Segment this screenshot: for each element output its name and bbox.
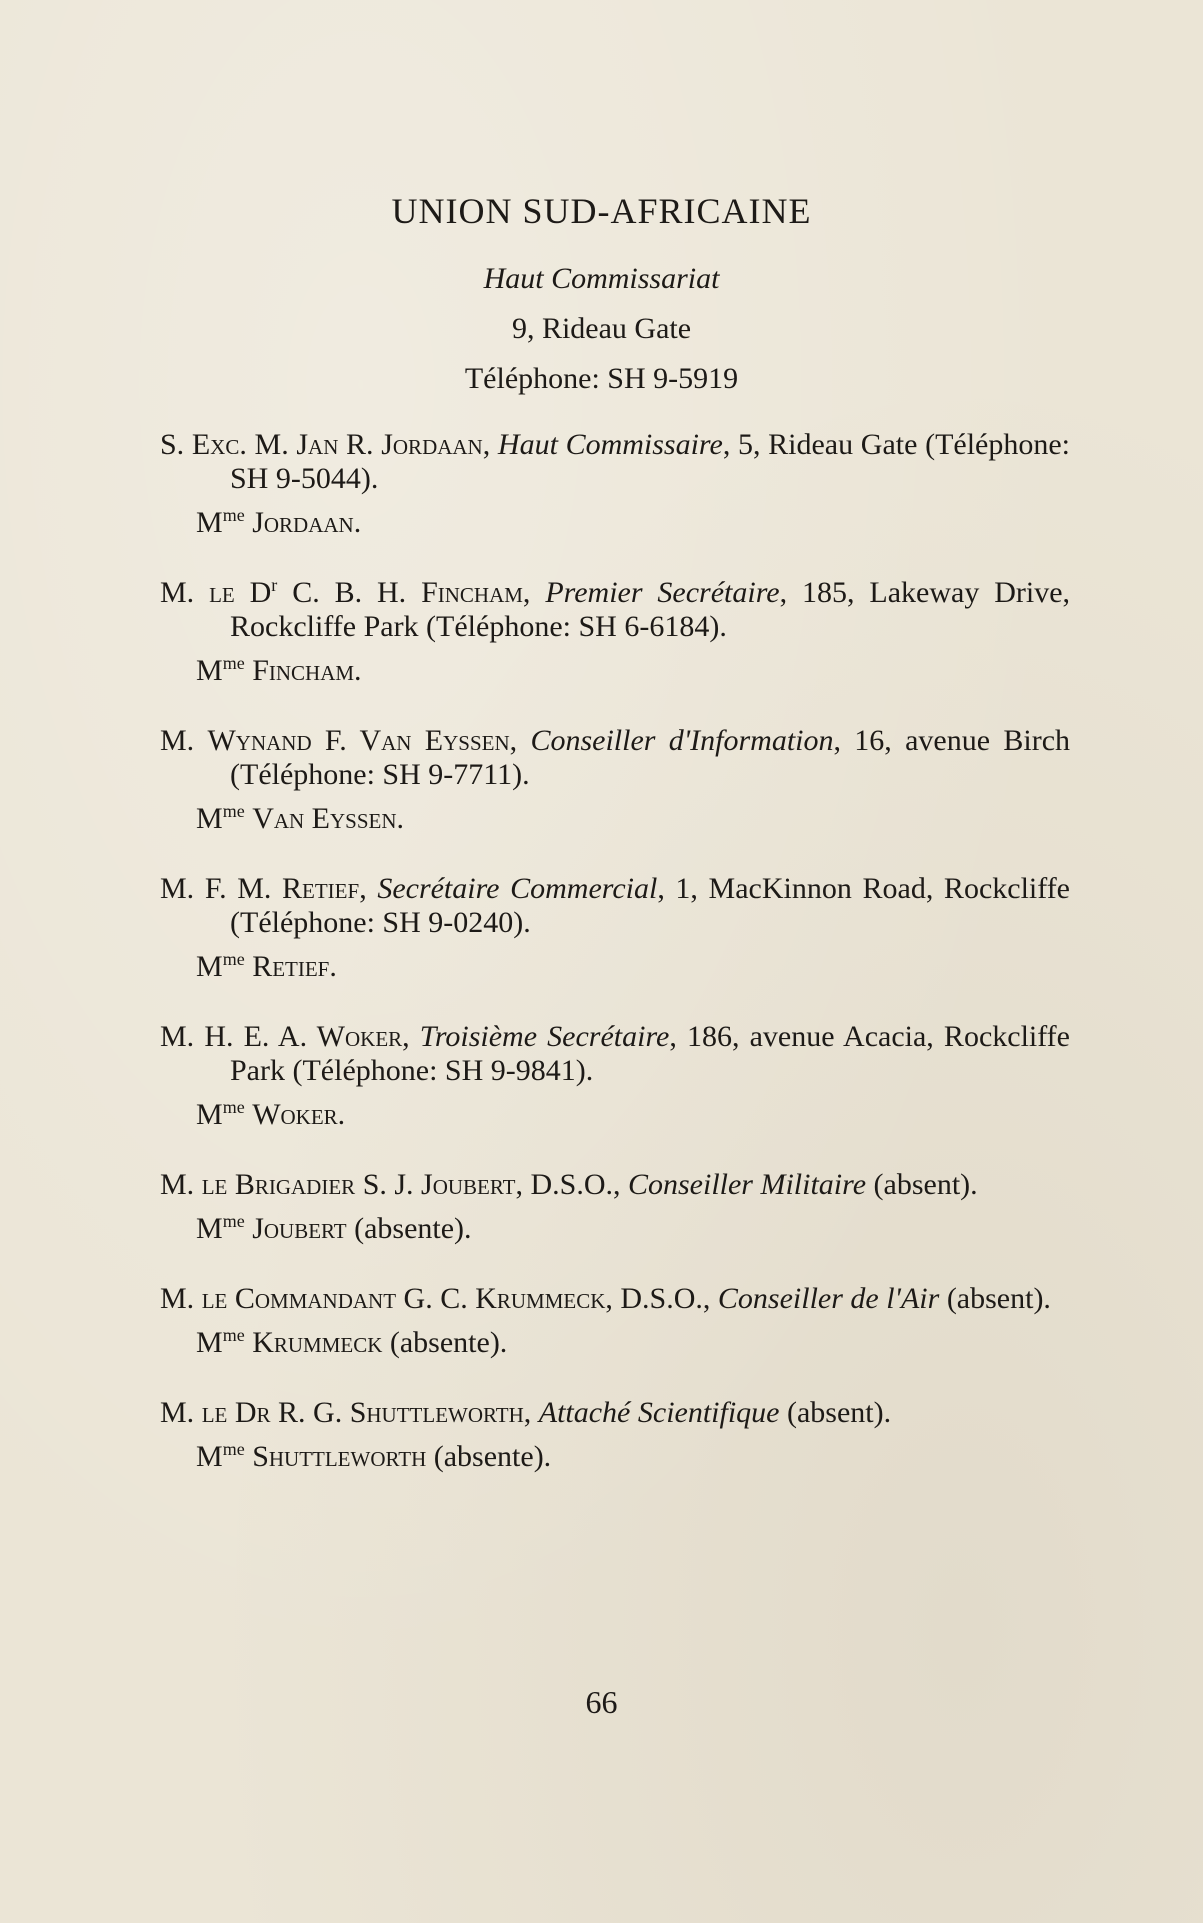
entry-role: Conseiller Militaire <box>627 1168 867 1201</box>
entry-role: Conseiller de l'Air <box>717 1282 940 1315</box>
spouse-prefix: M <box>196 1440 223 1473</box>
entry-main <box>160 576 1070 644</box>
spouse-prefix-sup: me <box>222 1097 245 1117</box>
entry-role: Secrétaire Commercial <box>377 872 658 905</box>
entry-details: , 185, Lakeway Drive, Rockcliffe Park (Téléphone: SH 6-6184). <box>230 576 1071 643</box>
spouse-suffix: . <box>396 802 405 835</box>
spouse-suffix: (absente). <box>346 1212 472 1245</box>
entry-main <box>160 1282 1070 1316</box>
spouse-prefix: M <box>196 802 223 835</box>
staff-entry <box>160 1396 1070 1474</box>
entry-role: Premier Secrétaire <box>545 576 780 609</box>
spouse-prefix-sup: me <box>222 801 245 821</box>
country-heading: UNION SUD-AFRICAINE <box>391 191 812 231</box>
spouse-name: Jordaan <box>252 506 354 539</box>
office-heading: Haut Commissariat <box>483 262 720 295</box>
entry-comma: , <box>482 428 498 461</box>
spouse-prefix-sup: me <box>222 653 245 673</box>
entry-prefix: S. <box>160 428 192 461</box>
entry-role: Conseiller d'Information <box>530 724 834 757</box>
entry-name: F. M. Retief <box>204 872 360 905</box>
entry-name: Jan R. Jordaan <box>296 428 483 461</box>
spouse-suffix: (absente). <box>382 1326 508 1359</box>
entry-main <box>160 724 1070 792</box>
spouse-suffix: . <box>353 506 362 539</box>
entry-title: le Commandant <box>201 1282 397 1315</box>
entry-name: R. G. Shuttleworth <box>278 1396 524 1429</box>
entry-main <box>160 1168 1070 1202</box>
spouse-prefix: M <box>196 1326 223 1359</box>
spouse-name: Retief <box>252 950 330 983</box>
entry-main <box>160 1396 1070 1430</box>
staff-list <box>160 428 1070 1510</box>
entry-main <box>160 1020 1070 1088</box>
staff-entry <box>160 724 1070 836</box>
entry-main <box>160 428 1070 496</box>
entry-prefix: M. <box>160 1020 205 1053</box>
staff-entry <box>160 1168 1070 1246</box>
spouse-prefix-sup: me <box>222 1439 245 1459</box>
entry-title: le D <box>209 576 272 609</box>
spouse-prefix: M <box>196 654 223 687</box>
entry-prefix: M. <box>160 1282 202 1315</box>
entry-comma: , <box>523 1396 539 1429</box>
spouse-name: Woker <box>252 1098 338 1131</box>
staff-entry <box>160 1020 1070 1132</box>
entry-name: Wynand F. Van Eyssen <box>207 724 510 757</box>
entry-main <box>160 872 1070 940</box>
entry-comma: , <box>402 1020 420 1053</box>
entry-name: C. B. H. Fincham <box>292 576 523 609</box>
spouse-name: Joubert <box>252 1212 347 1245</box>
spouse-suffix: . <box>354 654 362 687</box>
entry-comma: , <box>522 576 546 609</box>
entry-title: le Brigadier <box>201 1168 356 1201</box>
entry-details: , 1, MacKinnon Road, Rockcliffe (Téléphone: SH 9-0240). <box>230 872 1071 939</box>
staff-entry <box>160 428 1070 540</box>
spouse-prefix: M <box>196 950 223 983</box>
entry-comma: , D.S.O., <box>605 1282 718 1315</box>
spouse-prefix-sup: me <box>222 1211 245 1231</box>
entry-name: G. C. Krummeck <box>403 1282 606 1315</box>
entry-details: (absent). <box>866 1168 978 1201</box>
entry-spouse <box>160 506 1070 540</box>
entry-comma: , <box>359 872 378 905</box>
staff-entry <box>160 872 1070 984</box>
spouse-prefix: M <box>196 1212 223 1245</box>
staff-entry <box>160 576 1070 688</box>
spouse-name: Van Eyssen <box>252 802 397 835</box>
entry-comma: , D.S.O., <box>515 1168 628 1201</box>
entry-prefix: M. <box>160 576 210 609</box>
entry-spouse <box>160 950 1070 984</box>
entry-role: Haut Commissaire <box>497 428 723 461</box>
entry-details: , 16, avenue Birch (Téléphone: SH 9-7711). <box>230 724 1071 791</box>
entry-separator <box>271 1396 279 1429</box>
entry-details: , 5, Rideau Gate (Téléphone: SH 9-5044). <box>230 428 1071 495</box>
spouse-name: Shuttleworth <box>252 1440 427 1473</box>
spouse-prefix-sup: me <box>222 949 245 969</box>
entry-details: (absent). <box>939 1282 1051 1315</box>
entry-comma: , <box>509 724 531 757</box>
spouse-prefix: M <box>196 506 223 539</box>
spouse-suffix: . <box>329 950 337 983</box>
entry-name: S. J. Joubert <box>362 1168 516 1201</box>
spouse-suffix: (absente). <box>426 1440 552 1473</box>
entry-spouse <box>160 1326 1070 1360</box>
staff-entry <box>160 1282 1070 1360</box>
entry-title-sup: r <box>271 575 278 595</box>
spouse-prefix: M <box>196 1098 223 1131</box>
entry-spouse <box>160 654 1070 688</box>
entry-role: Attaché Scientifique <box>538 1396 780 1429</box>
spouse-suffix: . <box>337 1098 346 1131</box>
entry-title: Exc. <box>191 428 247 461</box>
entry-title: le Dr <box>201 1396 271 1429</box>
spouse-name: Krummeck <box>252 1326 383 1359</box>
spouse-name: Fincham <box>252 654 355 687</box>
spouse-prefix-sup: me <box>222 1325 245 1345</box>
entry-prefix: M. <box>160 1168 202 1201</box>
entry-spouse <box>160 1212 1070 1246</box>
entry-prefix: M. <box>160 872 205 905</box>
entry-details: (absent). <box>779 1396 892 1429</box>
entry-prefix: M. <box>160 724 208 757</box>
entry-spouse <box>160 1440 1070 1474</box>
entry-spouse <box>160 1098 1070 1132</box>
entry-prefix: M. <box>160 1396 202 1429</box>
entry-separator: M. <box>246 428 297 461</box>
entry-name: H. E. A. Woker <box>204 1020 403 1053</box>
entry-role: Troisième Secrétaire <box>419 1020 670 1053</box>
entry-details: , 186, avenue Acacia, Rockcliffe Park (Téléphone: SH 9-9841). <box>230 1020 1070 1087</box>
spouse-prefix-sup: me <box>222 505 245 525</box>
entry-spouse <box>160 802 1070 836</box>
office-phone: Téléphone: SH 9-5919 <box>464 362 739 395</box>
entry-separator <box>355 1168 363 1201</box>
entry-separator <box>396 1282 404 1315</box>
office-address: 9, Rideau Gate <box>511 312 692 345</box>
page-number: 66 <box>585 1684 618 1720</box>
